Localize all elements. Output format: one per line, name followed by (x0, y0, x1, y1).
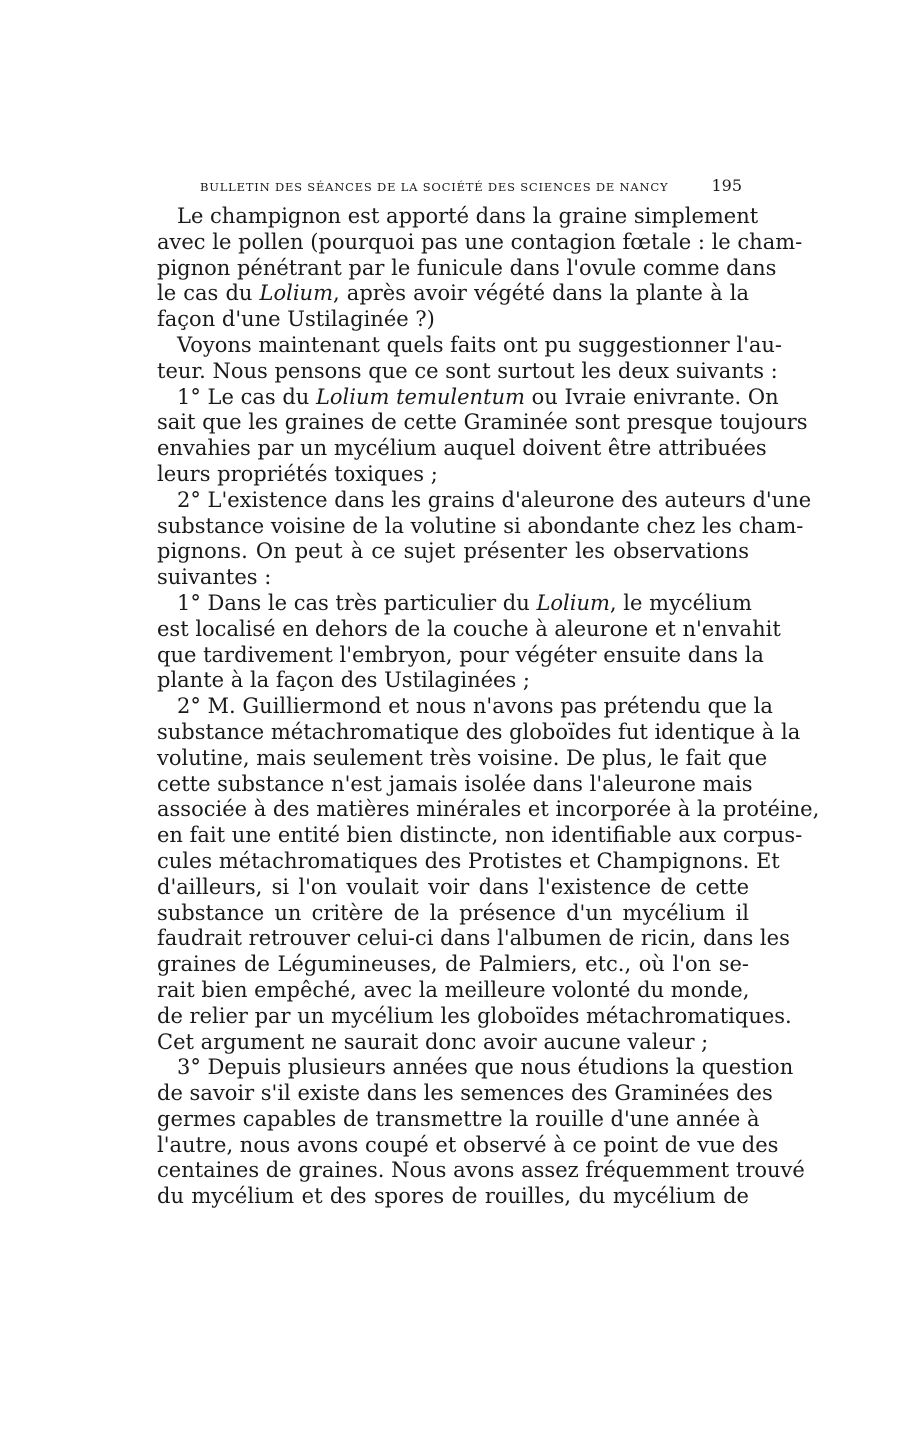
text-line (157, 462, 749, 488)
line-text: faudrait retrouver celui-ci dans l'albumen de ricin, dans les (157, 926, 790, 951)
text-line (157, 1158, 805, 1184)
line-text: , après avoir végété dans la plante à la (333, 281, 749, 306)
line-text: l'autre, nous avons coupé et observé à ce point de vue des (157, 1132, 779, 1157)
text-line (157, 255, 777, 282)
line-text: leurs propriétés toxiques ; (157, 461, 438, 486)
text-line (157, 1184, 749, 1210)
text-line (157, 694, 773, 720)
text-line (157, 797, 820, 823)
line-text: associée à des matières minérales et incorporée à la protéine, (157, 797, 820, 822)
line-text: avec le pollen (pourquoi pas une contagion fœtale : le cham- (157, 229, 803, 254)
text-line (157, 926, 790, 952)
text-line (157, 1081, 773, 1107)
line-text: 2° M. Guilliermond et nous n'avons pas prétendu que la (177, 694, 773, 719)
text-line (157, 281, 749, 307)
line-text: façon d'une Ustilaginée ?) (157, 307, 435, 332)
text-line (157, 978, 749, 1004)
text-line (157, 436, 767, 462)
text-line (157, 332, 782, 359)
text-line (157, 590, 752, 617)
text-line (157, 307, 749, 333)
line-text: , le mycélium (609, 590, 752, 615)
text-line (157, 823, 803, 849)
line-text: pignon pénétrant par le funicule dans l'ovule comme dans (157, 255, 777, 280)
line-text: substance métachromatique des globoïdes fut identique à la (157, 719, 801, 744)
text-line (157, 875, 749, 901)
text-line (157, 384, 779, 411)
text-line (157, 539, 749, 565)
line-text: ou Ivraie enivrante. On (524, 384, 779, 409)
line-text: volutine, mais seulement très voisine. De plus, le fait que (157, 745, 768, 770)
line-text: est localisé en dehors de la couche à aleurone et n'envahit (157, 616, 781, 641)
text-line (157, 668, 749, 694)
line-text: Le champignon est apporté dans la graine simplement (177, 204, 759, 228)
text-line (157, 642, 764, 669)
text-line (157, 1055, 794, 1081)
line-text: substance un critère de la présence d'un mycélium il (157, 900, 749, 925)
text-line (157, 848, 780, 875)
journal-title: BULLETIN DES SÉANCES DE LA SOCIÉTÉ DES SCIENCES DE NANCY (200, 180, 669, 194)
line-text: de savoir s'il existe dans les semences des Graminées des (157, 1081, 773, 1106)
line-text: centaines de graines. Nous avons assez fréquemment trouvé (157, 1158, 805, 1183)
line-text: cules métachromatiques des Protistes et Champignons. Et (157, 848, 780, 873)
line-text: graines de Légumineuses, de Palmiers, etc., où l'on se- (157, 952, 749, 977)
line-text: le cas du (157, 281, 260, 306)
line-text: cette substance n'est jamais isolée dans l'aleurone mais (157, 771, 753, 796)
line-text: 1° Dans le cas très particulier du (177, 590, 537, 615)
line-text: 3° Depuis plusieurs années que nous étudions la question (177, 1055, 794, 1080)
line-text: de relier par un mycélium les globoïdes métachromatiques. (157, 1003, 792, 1028)
line-text: 1° Le cas du (177, 384, 316, 409)
page-number: 195 (711, 176, 742, 195)
italic-term: Lolium temulentum (315, 384, 525, 409)
line-text: que tardivement l'embryon, pour végéter ensuite dans la (157, 642, 764, 667)
line-text: teur. Nous pensons que ce sont surtout les deux suivants : (157, 358, 778, 383)
text-line (157, 745, 768, 772)
line-text: substance voisine de la volutine si abondante chez les cham- (157, 513, 804, 538)
line-text: germes capables de transmettre la rouille d'une année à (157, 1106, 760, 1131)
text-line (157, 204, 759, 230)
line-text: rait bien empêché, avec la meilleure volonté du monde, (157, 977, 750, 1002)
text-line (157, 487, 812, 514)
line-text: envahies par un mycélium auquel doivent être attribuées (157, 436, 767, 461)
line-text: Voyons maintenant quels faits ont pu suggestionner l'au- (177, 332, 782, 357)
running-header (200, 176, 742, 195)
text-line (157, 616, 781, 643)
line-text: sait que les graines de cette Graminée sont presque toujours (157, 410, 808, 435)
text-line (157, 952, 749, 978)
line-text: en fait une entité bien distincte, non identifiable aux corpus- (157, 823, 803, 848)
text-line (157, 719, 801, 746)
text-line (157, 513, 804, 540)
text-line (157, 358, 778, 385)
line-text: pignons. On peut à ce sujet présenter les observations (157, 539, 749, 564)
text-line (157, 1132, 779, 1159)
text-line (157, 1003, 792, 1030)
text-line (157, 1106, 760, 1133)
text-line (157, 565, 749, 591)
text-line (157, 410, 808, 436)
body-text (157, 204, 820, 1210)
line-text: Cet argument ne saurait donc avoir aucune valeur ; (157, 1029, 709, 1054)
italic-term: Lolium (259, 281, 333, 306)
line-text: plante à la façon des Ustilaginées ; (157, 668, 531, 693)
line-text: d'ailleurs, si l'on voulait voir dans l'existence de cette (157, 874, 749, 899)
text-line (157, 771, 753, 798)
italic-term: Lolium (536, 590, 610, 615)
text-line (157, 1030, 749, 1056)
line-text: du mycélium et des spores de rouilles, du mycélium de (157, 1184, 749, 1209)
text-line (157, 229, 803, 256)
line-text: 2° L'existence dans les grains d'aleurone des auteurs d'une (177, 487, 812, 512)
text-line (157, 901, 749, 927)
line-text: suivantes : (157, 565, 272, 590)
